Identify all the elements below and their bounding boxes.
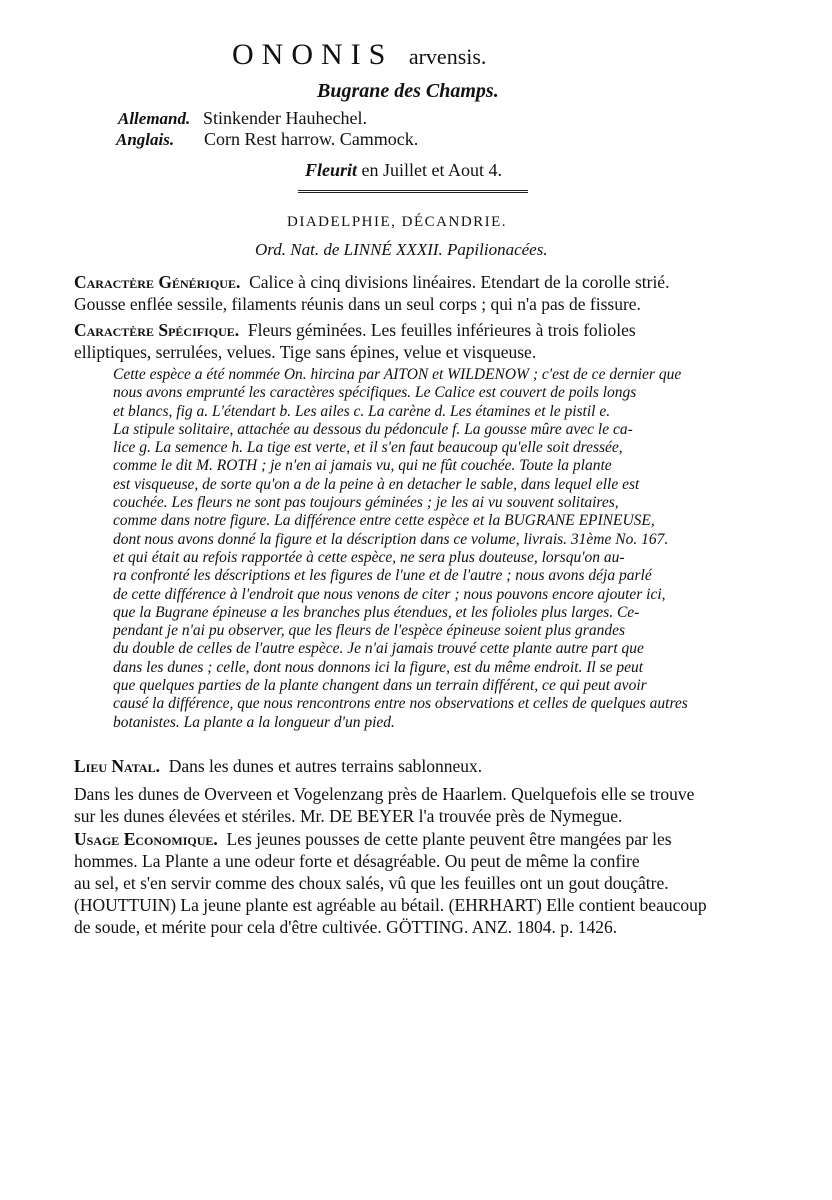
observation-line: botanistes. La plante a la longueur d'un pied. (113, 713, 395, 731)
usage-line-3: au sel, et s'en servir comme des choux salés, vû que les feuilles ont un gout douçâtre. (74, 873, 669, 893)
common-name-french: Bugrane des Champs. (317, 80, 499, 102)
observation-line: est visqueuse, de sorte qu'on a de la peine à en detacher le sable, dans lequel elle est (113, 475, 640, 493)
observation-line: que quelques parties de la plante changent dans un terrain différent, ce qui peut avoir (113, 677, 647, 695)
flowering-line (305, 160, 502, 181)
observation-line: comme le dit M. ROTH ; je n'en ai jamais vu, qui ne fût couchée. Toute la plante (113, 457, 612, 475)
habitat-section (74, 755, 694, 827)
observation-line: lice g. La semence h. La tige est verte, et il s'en faut beaucoup qu'elle soit dressée, (113, 439, 623, 457)
flowering-label: Fleurit (305, 160, 358, 180)
habitat-label: Lieu Natal. (74, 756, 160, 776)
observation-line: ra confronté les déscriptions et les figures de l'une et de l'autre ; nous avons déja parlé (113, 567, 652, 585)
language-label-english: Anglais. (116, 130, 175, 149)
specific-character (74, 319, 636, 363)
language-label-german: Allemand. (118, 109, 191, 128)
observation-line: que la Bugrane épineuse a les branches plus étendues, et les folioles plus larges. Ce- (113, 603, 640, 621)
species-name: arvensis. (408, 44, 487, 69)
generic-character (74, 271, 669, 315)
german-name: Stinkender Hauhechel. (203, 108, 367, 128)
observation-line: La stipule solitaire, attachée au dessous du pédoncule f. La gousse mûre avec le ca- (113, 420, 633, 438)
habitat-text: Dans les dunes et autres terrains sablonneux. (168, 756, 483, 776)
observation-line: pendant je n'ai pu observer, que les fleurs de l'espèce épineuse soient plus grandes (113, 622, 625, 640)
generic-character-label: Caractère Générique. (74, 272, 241, 292)
usage-line-5: de soude, et mérite pour cela d'être cultivée. GÖTTING. ANZ. 1804. p. 1426. (74, 917, 618, 937)
usage-line-2: hommes. La Plante a une odeur forte et désagréable. Ou peut de même la confire (74, 851, 640, 871)
usage-section (74, 828, 707, 938)
usage-label: Usage Economique. (74, 829, 218, 849)
observation-line: de cette différence à l'endroit que nous venons de citer ; nous pouvons encore ajouter ici, (113, 585, 666, 603)
divider-rule (298, 190, 528, 193)
page-title (232, 38, 486, 72)
observation-line: dont nous avons donné la figure et la déscription dans ce volume, livrais. 31ème No. 167. (113, 530, 669, 548)
observation-line: et qui était au refois rapportée à cette espèce, ne sera plus douteuse, lorsqu'on au- (113, 548, 625, 566)
genus-name: ONONIS (232, 38, 394, 71)
habitat-line-1: Dans les dunes de Overveen et Vogelenzang près de Haarlem. Quelquefois elle se trouve (74, 784, 695, 804)
generic-line-2: Gousse enflée sessile, filaments réunis dans un seul corps ; qui n'a pas de fissure. (74, 294, 641, 314)
observation-line: causé la différence, que nous rencontrons entre nos observations et celles de quelques autres (113, 695, 688, 713)
specific-line-1: Fleurs géminées. Les feuilles inférieures à trois folioles (247, 320, 636, 340)
observation-line: du double de celles de l'autre espèce. Je n'ai jamais trouvé cette plante autre part que (113, 640, 644, 658)
observations-block (113, 366, 688, 732)
observation-line: comme dans notre figure. La différence entre cette espèce et la BUGRANE EPINEUSE, (113, 512, 655, 530)
usage-line-4: (HOUTTUIN) La jeune plante est agréable au bétail. (EHRHART) Elle contient beaucoup (74, 895, 707, 915)
generic-line-1: Calice à cinq divisions linéaires. Etendart de la corolle strié. (249, 272, 670, 292)
observation-line: couchée. Les fleurs ne sont pas toujours géminées ; je les ai vu souvent solitaires, (113, 494, 619, 512)
flowering-text: en Juillet et Aout 4. (361, 160, 502, 180)
usage-line-1: Les jeunes pousses de cette plante peuvent être mangées par les (226, 829, 672, 849)
observation-line: dans les dunes ; celle, dont nous donnons ici la figure, est du même endroit. Il se peut (113, 658, 644, 676)
specific-character-label: Caractère Spécifique. (74, 320, 240, 340)
observation-line: Cette espèce a été nommée On. hircina par AITON et WILDENOW ; c'est de ce dernier que (113, 366, 682, 383)
linnaean-class: DIADELPHIE, DÉCANDRIE. (287, 214, 508, 230)
natural-order: Ord. Nat. de LINNÉ XXXII. Papilionacées. (255, 240, 548, 259)
habitat-line-2: sur les dunes élevées et stériles. Mr. DE BEYER l'a trouvée près de Nymegue. (74, 806, 623, 826)
specific-line-2: elliptiques, serrulées, velues. Tige sans épines, velue et visqueuse. (74, 342, 537, 362)
observation-line: nous avons emprunté les caractères spécifiques. Le Calice est couvert de poils longs (113, 384, 637, 402)
observation-line: et blancs, fig a. L'étendart b. Les ailes c. La carène d. Les étamines et le pistil e. (113, 402, 611, 420)
english-name: Corn Rest harrow. Cammock. (204, 129, 419, 149)
